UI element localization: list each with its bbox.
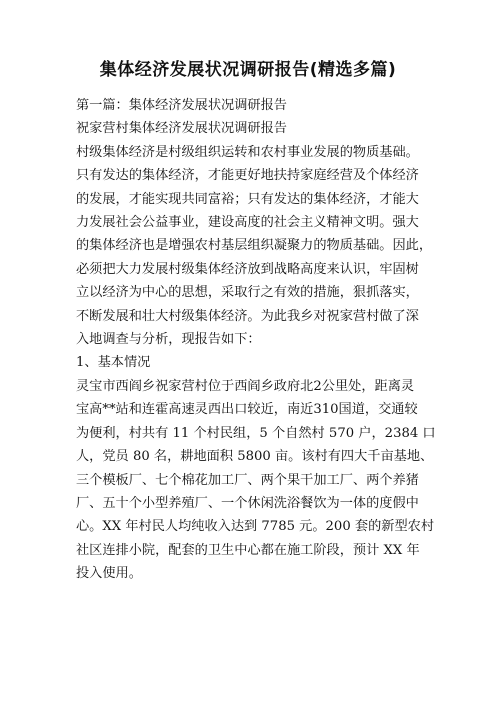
section-heading: 第一篇：集体经济发展状况调研报告 <box>76 98 287 113</box>
paragraph-line: 厂、五十个小型养殖厂、一个休闲洗浴餐饮为一体的度假中 <box>76 495 419 511</box>
document-body <box>76 94 436 586</box>
paragraph-line: 宝高**站和连霍高速灵西出口较近，南近310国道，交通较 <box>76 402 418 418</box>
paragraph-line: 不断发展和壮大村级集体经济。为此我乡对祝家营村做了深 <box>76 308 419 324</box>
paragraph-line: 三个模板厂、七个棉花加工厂、两个果干加工厂、两个养猪 <box>76 472 419 488</box>
paragraph-line: 投入使用。 <box>76 566 142 582</box>
paragraph-line: 心。XX 年村民人均纯收入达到 7785 元。200 套的新型农村 <box>76 519 435 535</box>
basic-info-paragraph <box>76 375 436 586</box>
paragraph-line: 的发展，才能实现共同富裕；只有发达的集体经济，才能大 <box>76 191 419 207</box>
paragraph-line: 人，党员 80 名，耕地面积 5800 亩。该村有四大千亩基地、 <box>76 449 434 465</box>
paragraph-line: 社区连排小院，配套的卫生中心都在施工阶段，预计 XX 年 <box>76 542 420 558</box>
paragraph-line: 必须把大力发展村级集体经济放到战略高度来认识，牢固树 <box>76 261 419 277</box>
paragraph-line: 村级集体经济是村级组织运转和农村事业发展的物质基础。 <box>76 144 419 160</box>
document-title: 集体经济发展状况调研报告(精选多篇) <box>99 60 397 80</box>
paragraph-line: 只有发达的集体经济，才能更好地扶持家庭经营及个体经济 <box>76 168 419 184</box>
paragraph-line: 为便利，村共有 11 个村民组，5 个自然村 570 户，2384 口 <box>76 425 436 441</box>
paragraph-line: 立以经济为中心的思想，采取行之有效的措施，狠抓落实， <box>76 285 419 301</box>
subsection-heading: 1、基本情况 <box>76 355 151 371</box>
report-subtitle: 祝家营村集体经济发展状况调研报告 <box>76 121 287 137</box>
paragraph-line: 灵宝市西阎乡祝家营村位于西阎乡政府北2公里处，距离灵 <box>76 378 415 394</box>
paragraph-line: 入地调查与分析，现报告如下： <box>76 332 261 348</box>
paragraph-line: 的集体经济也是增强农村基层组织凝聚力的物质基础。因此， <box>76 238 433 254</box>
intro-paragraph <box>76 141 436 352</box>
paragraph-line: 力发展社会公益事业，建设高度的社会主义精神文明。强大 <box>76 215 419 231</box>
